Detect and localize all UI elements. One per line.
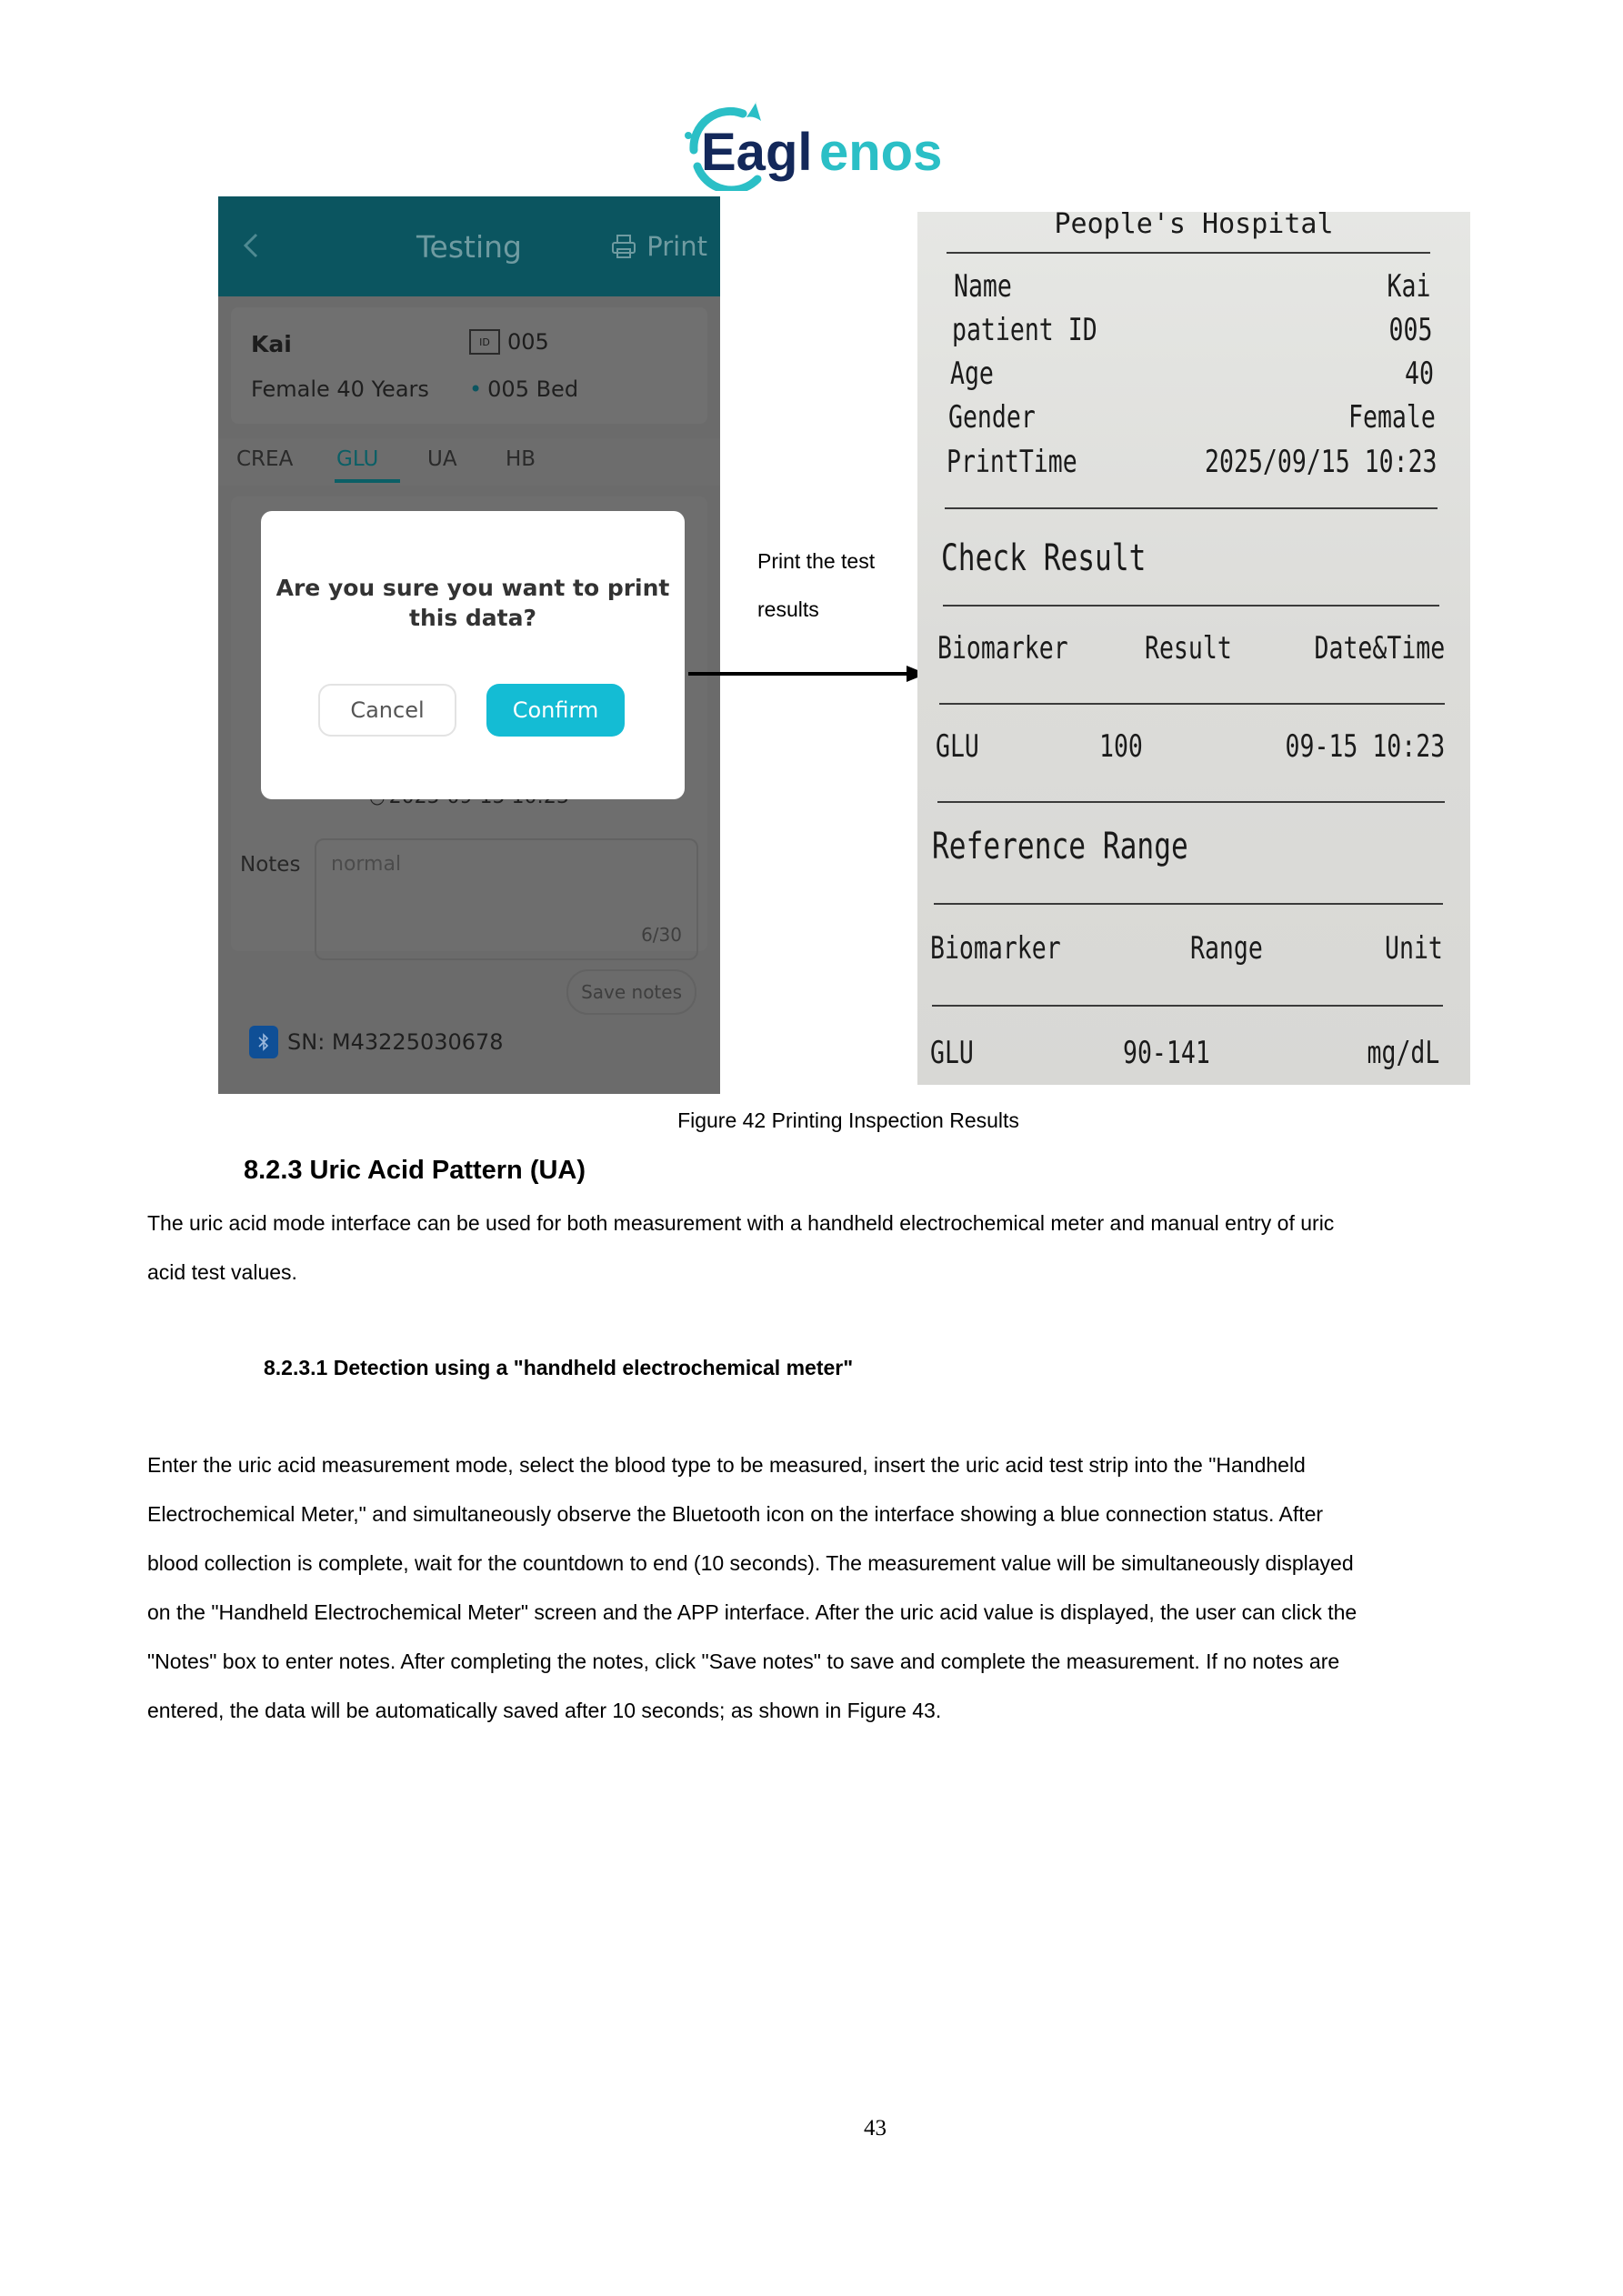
receipt-result-value: 100 — [1099, 728, 1143, 765]
receipt-divider — [934, 903, 1443, 905]
device-serial — [249, 1026, 504, 1058]
body-line: on the "Handheld Electrochemical Meter" screen and the APP interface. After the uric acid value is displayed, the user can click the — [147, 1600, 1358, 1624]
receipt-result-datetime: 09-15 10:23 — [1285, 728, 1445, 765]
app-header — [218, 196, 720, 296]
receipt-field-value: 005 — [1388, 312, 1432, 348]
screen-title: Testing — [416, 229, 522, 265]
print-label: Print — [646, 231, 707, 262]
receipt-divider — [943, 605, 1439, 607]
cancel-button[interactable]: Cancel — [318, 684, 456, 737]
subsection-heading: 8.2.3.1 Detection using a "handheld electrochemical meter" — [264, 1356, 854, 1379]
notes-value: normal — [331, 853, 402, 876]
receipt-divider — [939, 703, 1445, 705]
annotation-line-2: results — [757, 597, 819, 621]
save-notes-button[interactable]: Save notes — [566, 969, 696, 1015]
receipt-check-result-title: Check Result — [941, 537, 1147, 579]
bed-dot-icon: • — [469, 376, 483, 402]
eaglenos-logo — [677, 95, 950, 191]
tab-glu[interactable]: GLU — [336, 447, 379, 471]
tab-ua[interactable]: UA — [427, 447, 457, 471]
figure-caption: Figure 42 Printing Inspection Results — [677, 1108, 1019, 1132]
receipt-reference-title: Reference Range — [932, 826, 1188, 867]
dialog-question: Are you sure you want to print this data? — [276, 575, 670, 631]
confirm-button[interactable]: Confirm — [486, 684, 625, 737]
page-number: 43 — [864, 2116, 887, 2141]
print-button[interactable] — [610, 231, 707, 262]
receipt-divider — [937, 801, 1445, 803]
receipt-range-header-biomarker: Biomarker — [930, 930, 1061, 967]
serial-value: SN: M43225030678 — [287, 1029, 504, 1055]
receipt-range-biomarker: GLU — [930, 1035, 974, 1071]
receipt-field-value: 40 — [1405, 356, 1434, 392]
receipt-field-label: Age — [950, 356, 994, 392]
receipt-range-header-unit: Unit — [1385, 930, 1443, 967]
patient-id-value: 005 — [507, 329, 549, 355]
logo-text-accent: enos — [819, 123, 943, 182]
patient-card — [231, 307, 707, 424]
bluetooth-icon — [249, 1026, 278, 1058]
body-line: Enter the uric acid measurement mode, select the blood type to be measured, insert the uric acid test strip into the "Handheld — [147, 1453, 1306, 1477]
receipt-divider — [947, 252, 1430, 254]
tab-crea[interactable]: CREA — [236, 447, 294, 471]
receipt-header-datetime: Date&Time — [1314, 630, 1445, 667]
receipt-field-value: Kai — [1387, 268, 1430, 305]
id-card-icon: ID — [469, 329, 500, 355]
printer-icon — [610, 233, 637, 260]
receipt-field-value: 2025/09/15 10:23 — [1205, 444, 1438, 480]
receipt-hospital: People's Hospital — [1054, 212, 1334, 240]
receipt-header-biomarker: Biomarker — [937, 630, 1068, 667]
section-heading: 8.2.3 Uric Acid Pattern (UA) — [244, 1156, 586, 1185]
bed-value: 005 Bed — [487, 376, 579, 402]
receipt-divider — [945, 507, 1438, 509]
notes-input[interactable] — [315, 838, 698, 960]
receipt-range-header-range: Range — [1190, 930, 1263, 967]
receipt-field-value: Female — [1348, 399, 1436, 436]
receipt-result-biomarker: GLU — [936, 728, 979, 765]
notes-char-count: 6/30 — [641, 924, 682, 946]
logo-text-dark: Eagl — [701, 123, 813, 182]
receipt-range-unit: mg/dL — [1367, 1035, 1439, 1071]
printed-receipt-photo — [917, 212, 1470, 1085]
receipt-field-label: Name — [954, 268, 1012, 305]
annotation-line-1: Print the test — [757, 549, 876, 573]
body-line: blood collection is complete, wait for the countdown to end (10 seconds). The measurement value will be simultaneously displayed — [147, 1551, 1354, 1575]
app-screenshot — [218, 196, 720, 1094]
body-line: entered, the data will be automatically saved after 10 seconds; as shown in Figure 43. — [147, 1699, 942, 1722]
logo-mark — [677, 95, 950, 191]
patient-name: Kai — [251, 331, 292, 357]
intro-line: acid test values. — [147, 1260, 297, 1284]
receipt-field-label: PrintTime — [947, 444, 1077, 480]
receipt-header-result: Result — [1145, 630, 1232, 667]
receipt-field-label: patient ID — [952, 312, 1097, 348]
body-line: Electrochemical Meter," and simultaneously observe the Bluetooth icon on the interface showing a blue connection status. After — [147, 1502, 1324, 1526]
print-confirm-dialog — [261, 511, 685, 799]
patient-id — [469, 329, 549, 355]
notes-label: Notes — [240, 853, 301, 877]
active-tab-indicator — [335, 479, 400, 483]
biomarker-tabs — [218, 438, 720, 486]
receipt-divider — [932, 1005, 1443, 1007]
arrow-right-icon — [688, 664, 927, 684]
receipt-field-label: Gender — [948, 399, 1036, 436]
tab-hb[interactable]: HB — [506, 447, 536, 471]
receipt-range-value: 90-141 — [1123, 1035, 1210, 1071]
intro-line: The uric acid mode interface can be used for both measurement with a handheld electrochemical meter and manual entry of uric — [147, 1211, 1335, 1235]
body-line: "Notes" box to enter notes. After completing the notes, click "Save notes" to save and complete the measurement. If no notes are — [147, 1649, 1340, 1673]
patient-sex-age: Female 40 Years — [251, 376, 429, 402]
patient-bed — [469, 376, 578, 402]
